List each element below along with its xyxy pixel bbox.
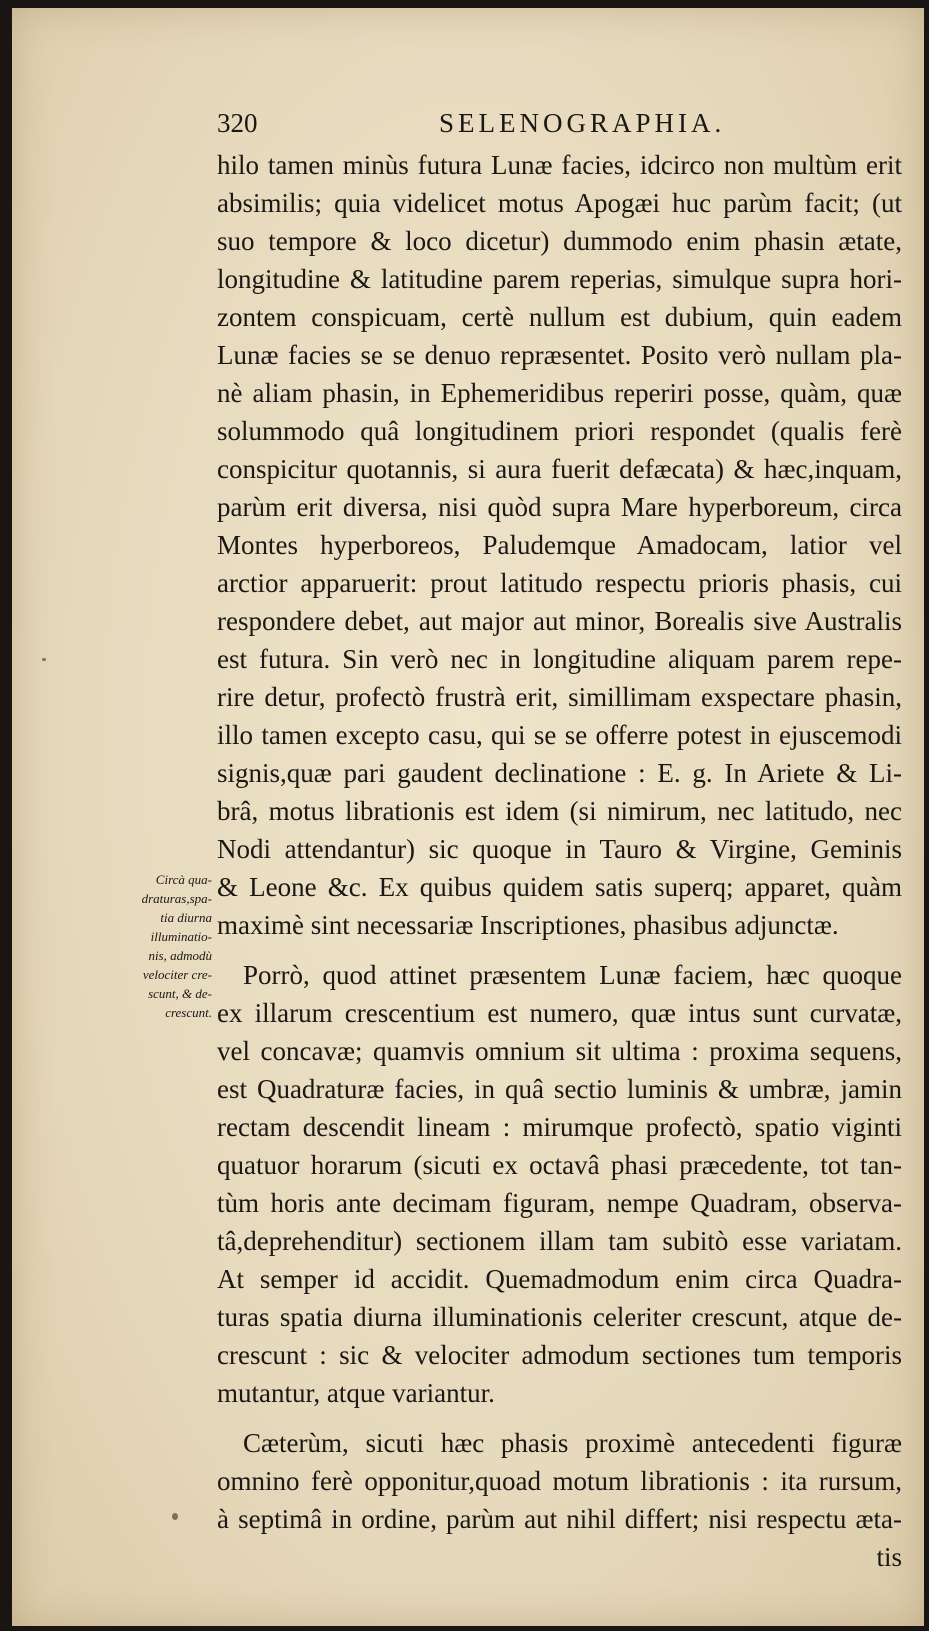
marginal-note-line: crescunt. <box>165 1005 212 1020</box>
text-line: rectam descendit lineam : mirumque profectò, spatio viginti <box>217 1112 902 1142</box>
text-line: hilo tamen minùs futura Lunæ facies, idcirco non multùm erit <box>217 150 902 180</box>
marginal-note-line: scunt, & de- <box>148 986 212 1001</box>
marginal-note-line: velociter cre- <box>142 967 212 982</box>
ink-spot <box>172 1513 178 1520</box>
text-line: nè aliam phasin, in Ephemeridibus reperiri posse, quàm, quæ <box>217 378 902 408</box>
text-line: longitudine & latitudine parem reperias, simulque supra hori- <box>217 264 902 294</box>
text-line: & Leone &c. Ex quibus quidem satis superq; apparet, quàm <box>217 872 902 902</box>
marginal-note-line: nis, admodù <box>148 948 212 963</box>
text-line: parùm erit diversa, nisi quòd supra Mare hyperboreum, circa <box>217 492 902 522</box>
text-line: arctior apparuerit: prout latitudo respectu prioris phasis, cui <box>217 568 902 598</box>
text-line: respondere debet, aut major aut minor, Borealis sive Australis <box>217 606 902 636</box>
text-line: ex illarum crescentium est numero, quæ intus sunt curvatæ, <box>217 998 902 1028</box>
text-line: illo tamen excepto casu, qui se se offerre potest in ejuscemodi <box>217 720 902 750</box>
text-line: Porrò, quod attinet præsentem Lunæ faciem, hæc quoque <box>243 960 902 990</box>
text-line: vel concavæ; quamvis omnium sit ultima : proxima sequens, <box>217 1036 902 1066</box>
marginal-note-line: tia diurna <box>160 910 212 925</box>
text-line: Lunæ facies se se denuo repræsentet. Posito verò nullam pla- <box>217 340 902 370</box>
text-line: brâ, motus librationis est idem (si nimirum, nec latitudo, nec <box>217 796 902 826</box>
text-line: Nodi attendantur) sic quoque in Tauro & Virgine, Geminis <box>217 834 902 864</box>
paragraph-gap <box>217 944 902 956</box>
book-page <box>12 8 924 1626</box>
text-line: solummodo quâ longitudinem priori respondet (qualis ferè <box>217 416 902 446</box>
text-line: Montes hyperboreos, Paludemque Amadocam, latior vel <box>217 530 902 560</box>
text-line: est Quadraturæ facies, in quâ sectio luminis & umbræ, jamin <box>217 1074 902 1104</box>
paragraph-2 <box>217 956 902 1412</box>
page-number: 320 <box>217 108 258 138</box>
running-head: SELENOGRAPHIA. <box>439 108 726 138</box>
text-line: zontem conspicuam, certè nullum est dubium, quin eadem <box>217 302 902 332</box>
text-line: conspicitur quotannis, si aura fuerit defæcata) & hæc,inquam, <box>217 454 902 484</box>
text-line: Cæterùm, sicuti hæc phasis proximè antecedenti figuræ <box>243 1428 902 1458</box>
catchword: tis <box>876 1542 902 1572</box>
ink-spot <box>42 658 46 661</box>
text-line: maximè sint necessariæ Inscriptiones, phasibus adjunctæ. <box>217 910 839 940</box>
paragraph-1 <box>217 146 902 944</box>
text-line: signis,quæ pari gaudent declinatione : E. g. In Ariete & Li- <box>217 758 902 788</box>
marginal-note-line: draturas,spa- <box>141 891 212 906</box>
text-line: At semper id accidit. Quemadmodum enim circa Quadra- <box>217 1264 902 1294</box>
text-line: tùm horis ante decimam figuram, nempe Quadram, observa- <box>217 1188 902 1218</box>
text-line: quatuor horarum (sicuti ex octavâ phasi præcedente, tot tan- <box>217 1150 902 1180</box>
text-line: omnino ferè opponitur,quoad motum librationis : ita rursum, <box>217 1466 902 1496</box>
text-line: rire detur, profectò frustrà erit, simillimam exspectare phasin, <box>217 682 902 712</box>
text-line: mutantur, atque variantur. <box>217 1378 495 1408</box>
text-line: suo tempore & loco dicetur) dummodo enim phasin ætate, <box>217 226 902 256</box>
text-line: à septimâ in ordine, parùm aut nihil differt; nisi respectu æta- <box>217 1504 902 1534</box>
text-line: turas spatia diurna illuminationis celeriter crescunt, atque de- <box>217 1302 902 1332</box>
marginal-note-line: illuminatio- <box>150 929 212 944</box>
body-text <box>217 146 902 1576</box>
paragraph-3 <box>217 1424 902 1576</box>
text-line: est futura. Sin verò nec in longitudine aliquam parem repe- <box>217 644 902 674</box>
marginal-note <box>128 870 212 1022</box>
text-line: crescunt : sic & velociter admodum sectiones tum temporis <box>217 1340 902 1370</box>
marginal-note-line: Circà qua- <box>155 872 212 887</box>
text-line: tâ,deprehenditur) sectionem illam tam subitò esse variatam. <box>217 1226 902 1256</box>
page-header <box>217 108 907 142</box>
text-line: absimilis; quia videlicet motus Apogæi huc parùm facit; (ut <box>217 188 902 218</box>
paragraph-gap <box>217 1412 902 1424</box>
